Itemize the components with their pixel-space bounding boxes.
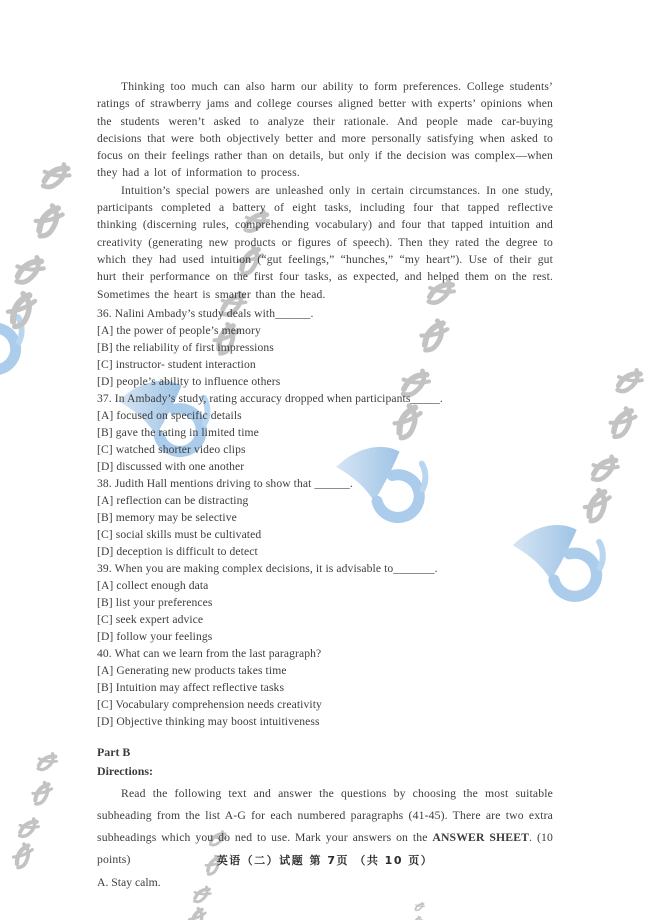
- question-36: [97, 305, 553, 390]
- question-option: [C] instructor- student interaction: [97, 357, 256, 371]
- question-option: [B] Intuition may affect reflective tasks: [97, 680, 285, 694]
- question-option: [A] collect enough data: [97, 578, 209, 592]
- question-option: [D] Objective thinking may boost intuitiveness: [97, 714, 320, 728]
- question-option: [C] watched shorter video clips: [97, 442, 246, 456]
- question-stem: 39. When you are making complex decisions, it is advisable to_______.: [97, 561, 438, 575]
- question-option: [B] gave the rating in limited time: [97, 425, 259, 439]
- question-option: [B] memory may be selective: [97, 510, 237, 524]
- paragraph-thinking-too-much: Thinking too much can also harm our ability to form preferences. College students’ ratings of strawberry jams and college courses aligned better with experts’ opinions when the students weren’t asked to analyze their rationale. And people made car-buying decisions that were both objectively better and more personally satisfying when asked to focus on their feelings rather than on details, but only if the decision was complex—when they had a lot of information to process.: [97, 80, 553, 180]
- question-stem: 37. In Ambady’s study, rating accuracy dropped when participants_____.: [97, 391, 443, 405]
- directions-label: Directions:: [97, 763, 153, 778]
- question-option: [B] list your preferences: [97, 595, 213, 609]
- directions-text-after: . (10 points): [97, 830, 553, 866]
- subheading-a: A. Stay calm.: [97, 875, 161, 889]
- question-option: [C] Vocabulary comprehension needs creativity: [97, 697, 322, 711]
- part-b-title: Part B: [97, 744, 131, 759]
- question-39: [97, 560, 553, 645]
- question-38: [97, 475, 553, 560]
- part-b-section: [97, 743, 553, 893]
- question-option: [C] seek expert advice: [97, 612, 204, 626]
- question-option: [A] focused on specific details: [97, 408, 242, 422]
- question-list: [97, 305, 553, 730]
- question-37: [97, 390, 553, 475]
- question-option: [A] reflection can be distracting: [97, 493, 249, 507]
- question-option: [D] discussed with one another: [97, 459, 245, 473]
- question-option: [D] people’s ability to influence others: [97, 374, 281, 388]
- question-option: [D] follow your feelings: [97, 629, 213, 643]
- watermark-calligraphy-icon: [385, 896, 443, 920]
- question-stem: 36. Nalini Ambady’s study deals with______.: [97, 306, 314, 320]
- question-option: [C] social skills must be cultivated: [97, 527, 262, 541]
- question-option: [A] the power of people’s memory: [97, 323, 261, 337]
- page-footer: 英语（二）试题 第 7页 （共 10 页）: [216, 854, 434, 867]
- answer-sheet-emphasis: ANSWER SHEET: [432, 830, 530, 844]
- question-option: [D] deception is difficult to detect: [97, 544, 258, 558]
- question-option: [A] Generating new products takes time: [97, 663, 287, 677]
- question-stem: 38. Judith Hall mentions driving to show that ______.: [97, 476, 353, 490]
- question-stem: 40. What can we learn from the last paragraph?: [97, 646, 322, 660]
- paragraph-intuition-powers: Intuition’s special powers are unleashed only in certain circumstances. In one study, participants completed a battery of eight tasks, including four that tapped reflective thinking (discerning rules, comprehending vocabulary) and four that tapped intuition and creativity (generating new products or figures of speech). Then they rated the degree to which they had used intuition (“gut feelings,” “hunches,” “my heart”). Use of their gut hurt their performance on the first four tasks, as expected, and helped them on the rest. Sometimes the heart is smarter than the head.: [97, 183, 553, 301]
- directions-text: Read the following text and answer the questions by choosing the most suitable subheading from the list A-G for each numbered paragraphs (41-45). There are two extra subheadings which you do ned to use. Mark your answers on the: [97, 786, 553, 844]
- question-40: [97, 645, 553, 730]
- question-option: [B] the reliability of first impressions: [97, 340, 274, 354]
